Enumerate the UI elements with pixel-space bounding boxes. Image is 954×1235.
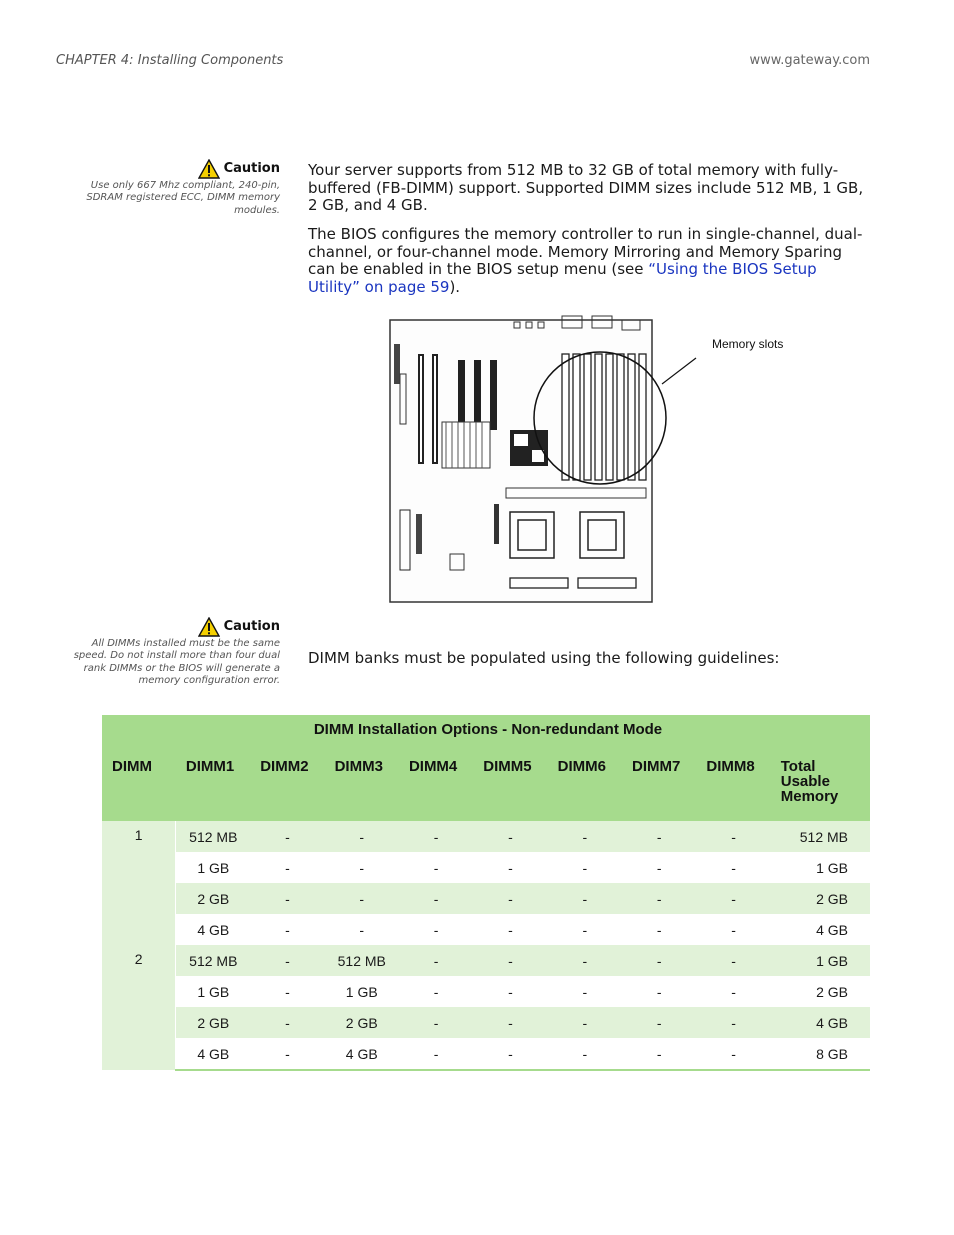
- table-cell: -: [325, 883, 399, 914]
- total-cell: 4 GB: [771, 1007, 870, 1038]
- website-url[interactable]: www.gateway.com: [749, 53, 870, 68]
- column-header: DIMM6: [548, 751, 622, 821]
- motherboard-diagram: [386, 314, 816, 604]
- table-cell: 2 GB: [325, 1007, 399, 1038]
- table-cell: 1 GB: [325, 976, 399, 1007]
- table-cell: -: [696, 1038, 770, 1070]
- caution-body: Use only 667 Mhz compliant, 240-pin, SDRAM registered ECC, DIMM memory modules.: [86, 179, 280, 216]
- caution-heading: [198, 617, 280, 637]
- total-cell: 1 GB: [771, 945, 870, 976]
- column-header: Total Usable Memory: [771, 751, 870, 821]
- table-cell: -: [696, 1007, 770, 1038]
- caution-title: Caution: [223, 161, 280, 176]
- table-cell: -: [696, 945, 770, 976]
- table-cell: -: [325, 914, 399, 945]
- table-cell: 2 GB: [176, 883, 250, 914]
- table-cell: -: [399, 883, 473, 914]
- table-cell: 512 MB: [325, 945, 399, 976]
- table-cell: -: [399, 945, 473, 976]
- table-cell: -: [548, 914, 622, 945]
- bios-paragraph: [308, 226, 870, 296]
- table-cell: -: [473, 821, 547, 852]
- table-cell: -: [622, 914, 696, 945]
- table-cell: -: [399, 1038, 473, 1070]
- memory-slots-label: Memory slots: [712, 337, 784, 351]
- bios-setup-link[interactable]: “Using the BIOS Setup Utility” on page 59: [308, 260, 817, 296]
- table-cell: -: [250, 976, 324, 1007]
- table-cell: -: [473, 945, 547, 976]
- column-header: DIMM7: [622, 751, 696, 821]
- table-cell: -: [548, 1007, 622, 1038]
- table-cell: -: [548, 976, 622, 1007]
- caution-body: All DIMMs installed must be the same speed. Do not install more than four dual rank DIMMs or the BIOS will generate a memory configuration error.: [73, 637, 280, 686]
- dimm-group-cell: 2: [102, 945, 176, 1070]
- table-cell: -: [548, 945, 622, 976]
- table-cell: -: [399, 914, 473, 945]
- column-header: DIMM4: [399, 751, 473, 821]
- total-cell: 512 MB: [771, 821, 870, 852]
- table-cell: -: [696, 914, 770, 945]
- table-cell: -: [548, 821, 622, 852]
- bios-text-end: ).: [449, 277, 461, 296]
- caution-title: Caution: [223, 619, 280, 634]
- total-cell: 8 GB: [771, 1038, 870, 1070]
- table-cell: -: [696, 852, 770, 883]
- table-cell: -: [622, 945, 696, 976]
- table-cell: -: [622, 976, 696, 1007]
- table-cell: -: [250, 1038, 324, 1070]
- column-header: DIMM5: [473, 751, 547, 821]
- table-cell: 512 MB: [176, 821, 250, 852]
- guidelines-paragraph: DIMM banks must be populated using the following guidelines:: [308, 649, 780, 667]
- table-cell: -: [473, 1007, 547, 1038]
- caution-note-2: [60, 615, 280, 688]
- table-cell: -: [473, 976, 547, 1007]
- dimm-installation-table: [102, 715, 870, 1071]
- table-cell: 4 GB: [176, 914, 250, 945]
- caution-heading: [198, 159, 280, 179]
- table-cell: -: [325, 852, 399, 883]
- table-cell: 512 MB: [176, 945, 250, 976]
- bios-text: The BIOS configures the memory controller to run in single-channel, dual-channel, or four-channel mode. Memory Mirroring and Memory Sparing can be enabled in the BIOS setup menu (see: [308, 225, 863, 278]
- table-cell: -: [250, 1007, 324, 1038]
- chapter-header: CHAPTER 4: Installing Components: [56, 53, 284, 68]
- table-cell: -: [250, 883, 324, 914]
- total-cell: 2 GB: [771, 976, 870, 1007]
- table-cell: -: [696, 883, 770, 914]
- table-cell: -: [250, 821, 324, 852]
- table-cell: 4 GB: [325, 1038, 399, 1070]
- table-cell: -: [622, 821, 696, 852]
- table-cell: -: [250, 914, 324, 945]
- warning-icon: [198, 617, 220, 637]
- column-header: DIMM3: [325, 751, 399, 821]
- table-cell: -: [696, 976, 770, 1007]
- table-cell: -: [473, 1038, 547, 1070]
- table-cell: 2 GB: [176, 1007, 250, 1038]
- table-cell: -: [548, 883, 622, 914]
- table-cell: -: [622, 852, 696, 883]
- table-cell: -: [622, 883, 696, 914]
- table-cell: -: [696, 821, 770, 852]
- table-cell: -: [399, 821, 473, 852]
- table-cell: -: [250, 945, 324, 976]
- column-header: DIMM1: [176, 751, 250, 821]
- column-header: DIMM: [102, 751, 176, 821]
- table-cell: -: [399, 976, 473, 1007]
- table-cell: -: [473, 852, 547, 883]
- table-cell: 1 GB: [176, 976, 250, 1007]
- total-cell: 4 GB: [771, 914, 870, 945]
- total-cell: 2 GB: [771, 883, 870, 914]
- table-cell: -: [399, 1007, 473, 1038]
- table-cell: 1 GB: [176, 852, 250, 883]
- warning-icon: [198, 159, 220, 179]
- memory-support-paragraph: Your server supports from 512 MB to 32 GB of total memory with fully-buffered (FB-DIMM) support. Supported DIMM sizes include 512 MB, 1 GB, 2 GB, and 4 GB.: [308, 161, 864, 214]
- table-cell: -: [622, 1007, 696, 1038]
- total-cell: 1 GB: [771, 852, 870, 883]
- table-cell: -: [548, 1038, 622, 1070]
- table-cell: -: [548, 852, 622, 883]
- table-cell: -: [250, 852, 324, 883]
- table-cell: -: [622, 1038, 696, 1070]
- column-header: DIMM2: [250, 751, 324, 821]
- table-cell: -: [325, 821, 399, 852]
- table-cell: -: [399, 852, 473, 883]
- caution-note-1: [60, 157, 280, 217]
- table-cell: -: [473, 914, 547, 945]
- table-cell: -: [473, 883, 547, 914]
- table-title: DIMM Installation Options - Non-redundant Mode: [102, 715, 870, 751]
- dimm-group-cell: 1: [102, 821, 176, 945]
- column-header: DIMM8: [696, 751, 770, 821]
- table-cell: 4 GB: [176, 1038, 250, 1070]
